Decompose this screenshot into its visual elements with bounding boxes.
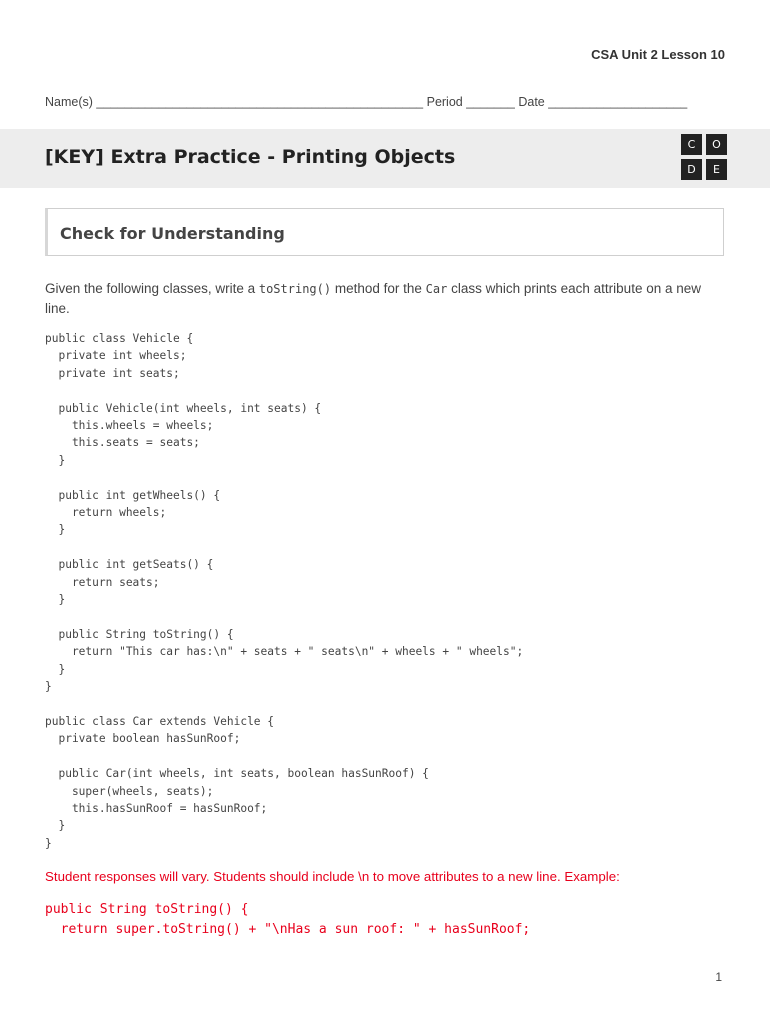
instructions-paragraph	[45, 279, 725, 318]
section-heading-box	[45, 208, 724, 256]
title-band	[0, 129, 770, 188]
intro-text-1: Given the following classes, write a	[45, 281, 259, 296]
intro-text-2: method for the	[331, 281, 426, 296]
page-number: 1	[715, 970, 722, 984]
section-heading: Check for Understanding	[60, 224, 285, 243]
intro-text-3: class which prints each attribute on a new line.	[45, 281, 701, 316]
answer-example-code: public String toString() { return super.toString() + "\nHas a sun roof: " + hasSunRoof;	[45, 902, 531, 937]
unit-lesson-label: CSA Unit 2 Lesson 10	[591, 47, 725, 62]
logo-letter-o: O	[706, 134, 727, 155]
intro-code-car: Car	[425, 282, 448, 296]
page-title: [KEY] Extra Practice - Printing Objects	[45, 146, 456, 168]
intro-code-tostring: toString()	[258, 282, 332, 296]
logo-letter-d: D	[681, 159, 702, 180]
java-code-block: public class Vehicle { private int wheels; private int seats; public Vehicle(int wheels, int seats) { this.wheels = wheels; this.seats = seats; } public int getWheels() { return wheels; } public int getSeats() { return seats; } public String toString() { return "This car has:\n" + seats + " seats\n" + wheels + " wheels"; } } public class Car extends Vehicle { private boolean hasSunRoof; public Car(int wheels, int seats, boolean hasSunRoof) { super(wheels, seats); this.hasSunRoof = hasSunRoof; } }	[45, 332, 524, 850]
logo-letter-c: C	[681, 134, 702, 155]
code-logo	[681, 134, 727, 180]
logo-letter-e: E	[706, 159, 727, 180]
name-period-date-line: Name(s) _______________________________________________ Period _______ Date ____________________	[45, 95, 688, 109]
answer-key-note: Student responses will vary. Students should include \n to move attributes to a new line. Example:	[45, 869, 620, 884]
